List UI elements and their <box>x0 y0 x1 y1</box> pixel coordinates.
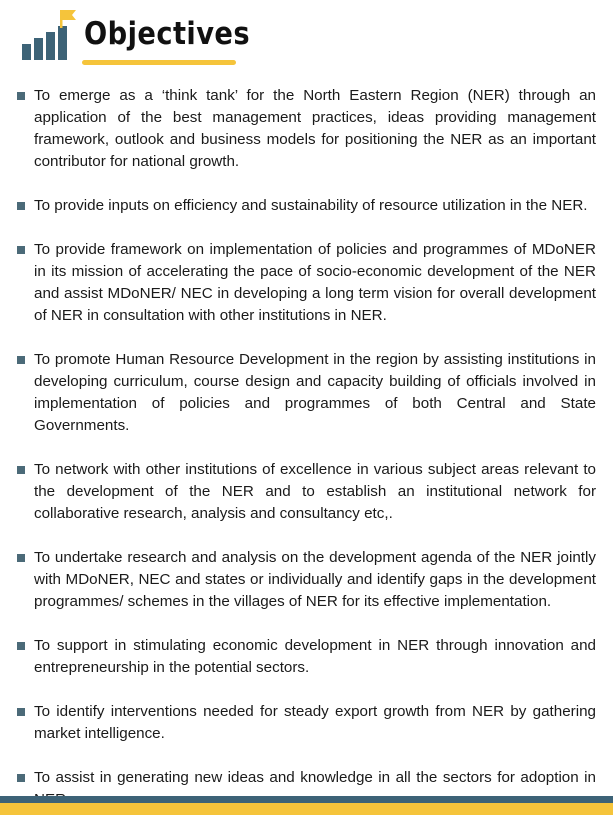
bar-chart-with-flag-icon <box>20 8 80 62</box>
objectives-list <box>16 85 596 833</box>
objective-item <box>16 635 596 679</box>
square-bullet-icon <box>17 774 25 782</box>
objective-item <box>16 547 596 613</box>
title-underline <box>82 60 236 65</box>
objective-text: To network with other institutions of excellence in various subject areas relevant to the development of the NER and to establish an institutional network for collaborative research, analysis and consultancy etc,. <box>34 461 596 522</box>
objective-item <box>16 239 596 327</box>
objective-item <box>16 195 596 217</box>
square-bullet-icon <box>17 92 25 100</box>
header <box>0 0 613 80</box>
square-bullet-icon <box>17 356 25 364</box>
page-title: Objectives <box>84 16 251 52</box>
objective-text: To undertake research and analysis on the development agenda of the NER jointly with MDoNER, NEC and states or individually and identify gaps in the development programmes/ schemes in the villages of NER for its effective implementation. <box>34 549 596 610</box>
objective-text: To emerge as a ‘think tank’ for the North Eastern Region (NER) through an application of the best management practices, ideas providing management framework, outlook and business models for positioning the NER as an important contributor for national growth. <box>34 87 596 170</box>
objective-text: To promote Human Resource Development in the region by assisting institutions in developing curriculum, course design and capacity building of officials involved in implementation of policies and programmes of both Central and State Governments. <box>34 351 596 434</box>
footer-bar-blue <box>0 796 613 803</box>
square-bullet-icon <box>17 246 25 254</box>
objective-text: To provide inputs on efficiency and sustainability of resource utilization in the NER. <box>34 197 588 214</box>
square-bullet-icon <box>17 708 25 716</box>
footer-bar-yellow <box>0 803 613 815</box>
square-bullet-icon <box>17 466 25 474</box>
objective-item <box>16 85 596 173</box>
square-bullet-icon <box>17 642 25 650</box>
square-bullet-icon <box>17 554 25 562</box>
objective-text: To assist in generating new ideas and knowledge in all the sectors for adoption in <box>34 769 596 786</box>
objective-text: To support in stimulating economic development in NER through innovation and entrepreneurship in the potential sectors. <box>34 637 596 676</box>
objective-item <box>16 459 596 525</box>
square-bullet-icon <box>17 202 25 210</box>
objective-text: To identify interventions needed for steady export growth from NER by gathering market intelligence. <box>34 703 596 742</box>
objective-item <box>16 349 596 437</box>
objective-text: To provide framework on implementation of policies and programmes of MDoNER in its mission of accelerating the pace of socio-economic development of the NER and assist MDoNER/ NEC in developing a long term vision for overall development of NER in consultation with other institutions in NER. <box>34 241 596 324</box>
objective-item <box>16 701 596 745</box>
